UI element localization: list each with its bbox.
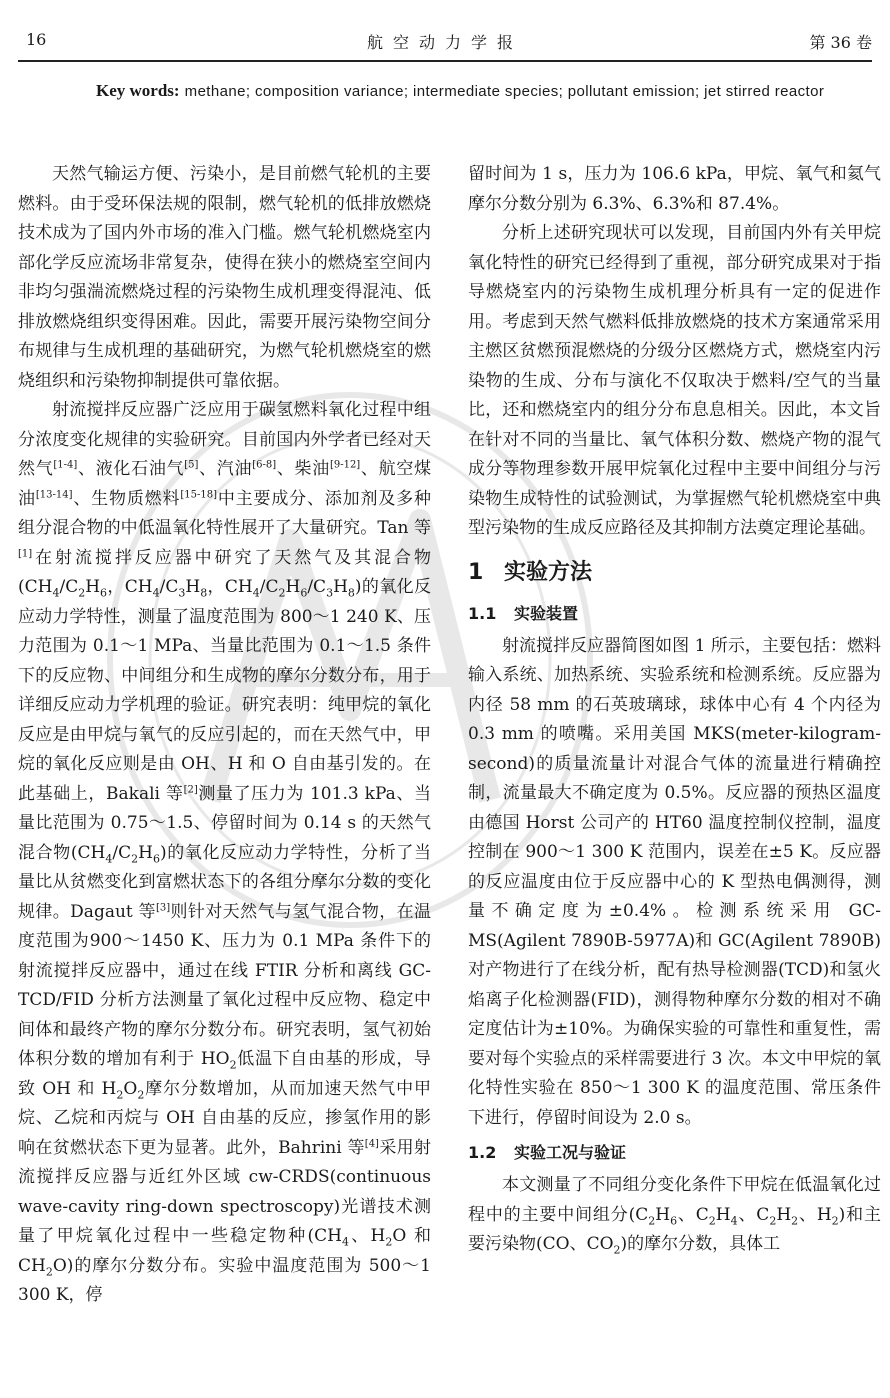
keywords-list: methane; composition variance; intermediate species; pollutant emission; jet stirred reactor: [184, 83, 825, 100]
analysis-paragraph: 分析上述研究现状可以发现，目前国内外有关甲烷氧化特性的研究已经得到了重视，部分研究成果对于指导燃烧室内的污染物生成机理分析具有一定的促进作用。考虑到天然气燃料低排放燃烧的技术方案通常采用主燃区贫燃预混燃烧的分级分区燃烧方式，燃烧室内污染物的生成、分布与演化不仅取决于燃料/空气的当量比，还和燃烧室内的组分分布息息相关。因此，本文旨在针对不同的当量比、氧气体积分数、燃烧产物的混气成分等物理参数开展甲烷氧化过程中主要中间组分与污染物生成特性的试验测试，为掌握燃气轮机燃烧室中典型污染物的生成反应路径及其抑制方法奠定理论基础。: [468, 223, 881, 538]
journal-title: 航空动力学报: [366, 33, 523, 52]
section-heading-1: 1 实验方法: [468, 559, 593, 585]
keywords-label: Key words:: [96, 81, 180, 100]
subsection-heading-1-1: 1.1 实验装置: [468, 603, 579, 623]
keywords-block: [96, 76, 856, 107]
apparatus-paragraph: 射流搅拌反应器简图如图 1 所示，主要包括：燃料输入系统、加热系统、实验系统和检测系统。反应器为内径 58 mm 的石英玻璃球，球体中心有 4 个内径为 0.3 mm 的喷嘴。采用美国 MKS(meter-kilogram-second)的质量流量计对混合气体的流量进行精确控制，流量最大不确定度为 0.5%。反应器的预热区温度由德国 Horst 公司产的 HT60 温度控制仪控制，温度控制在 900～1 300 K 范围内，误差在±5 K。反应器的反应温度由位于反应器中心的 K 型热电偶测得，测量不确定度为±0.4%。检测系统采用 GC-MS(Agilent 7890B-5977A)和 GC(Agilent 7890B)对产物进行了在线分析，配有热导检测器(TCD)和氢火焰离子化检测器(FID)，测得物种摩尔分数的相对不确定度估计为±10%。为确保实验的可靠性和重复性，需要对每个实验点的采样需要进行 3 次。本文中甲烷的氧化特性实验在 850～1 300 K 的温度范围、常压条件下进行，停留时间设为 2.0 s。: [468, 635, 881, 1128]
intro-paragraph: 天然气输运方便、污染小，是目前燃气轮机的主要燃料。由于受环保法规的限制，燃气轮机的低排放燃烧技术成为了国内外市场的准入门槛。燃气轮机燃烧室内部化学反应流场非常复杂，使得在狭小的燃烧室空间内非均匀强湍流燃烧过程的污染物生成机理变得混沌、低排放燃烧组织变得困难。因此，需要开展污染物空间分布规律与生成机理的基础研究，为燃气轮机燃烧室的燃烧组织和污染物抑制提供可靠依据。: [18, 164, 431, 391]
right-column: [468, 160, 881, 1260]
page-number: 16: [26, 30, 47, 49]
running-header: [18, 24, 872, 56]
continued-paragraph: 留时间为 1 s，压力为 106.6 kPa，甲烷、氧气和氦气摩尔分数分别为 6.3%、6.3%和 87.4%。: [468, 164, 881, 214]
left-column: [18, 160, 431, 1311]
literature-paragraph: 射流搅拌反应器广泛应用于碳氢燃料氧化过程中组分浓度变化规律的实验研究。目前国内外学者已经对天然气[1-4]、液化石油气[5]、汽油[6-8]、柴油[9-12]、航空煤油[13-14]、生物质燃料[15-18]中主要成分、添加剂及多种组分混合物的中低温氧化特性展开了大量研究。Tan 等[1]在射流搅拌反应器中研究了天然气及其混合物($CH_4/C_2H_6$，$CH_4/C_3H_8$，$CH_4/C_2H_6/C_3H_8$)的氧化反应动力学特性，测量了温度范围为 800～1 240 K、压力范围为 0.1～1 MPa、当量比范围为 0.1～1.5 条件下的反应物、中间组分和生成物的摩尔分数分布，用于详细反应动力学机理的验证。研究表明：纯甲烷的氧化反应是由甲烷与氧气的反应引起的，而在天然气中，甲烷的氧化反应则是由 OH、H 和 O 自由基引发的。在此基础上，Bakali 等[2]测量了压力为 101.3 kPa、当量比范围为 0.75～1.5、停留时间为 0.14 s 的天然气混合物$(CH_4/C_2H_6)$的氧化反应动力学特性，分析了当量比从贫燃变化到富燃状态下的各组分摩尔分数的变化规律。Dagaut 等[3]则针对天然气与氢气混合物，在温度范围为900～1450 K、压力为 0.1 MPa 条件下的射流搅拌反应器中，通过在线 FTIR 分析和离线 GC-TCD/FID 分析方法测量了氧化过程中反应物、稳定中间体和最终产物的摩尔分数分布。研究表明，氢气初始体积分数的增加有利于 $HO_2$低温下自由基的形成，导致 OH 和 $H_2O_2$摩尔分数增加，从而加速天然气中甲烷、乙烷和丙烷与 OH 自由基的反应，掺氢作用的影响在贫燃状态下更为显著。此外，Bahrini 等[4]采用射流搅拌反应器与近红外区域 cw-CRDS(continuous wave-cavity ring-down spectroscopy)光谱技术测量了甲烷氧化过程中一些稳定物种($CH_4$、$H_2O$ 和 $CH_2O$)的摩尔分数分布。实验中温度范围为 500～1 300 K，停: [18, 400, 432, 1305]
header-rule: [18, 60, 872, 62]
volume-number: 第 36 卷: [809, 33, 872, 52]
subsection-heading-1-2: 1.2 实验工况与验证: [468, 1143, 627, 1162]
conditions-paragraph: 本文测量了不同组分变化条件下甲烷在低温氧化过程中的主要中间组分($C_2H_6$、$C_2H_4$、$C_2H_2$、$H_2$)和主要污染物(CO、$CO_2$)的摩尔分数，具体工: [468, 1175, 881, 1257]
